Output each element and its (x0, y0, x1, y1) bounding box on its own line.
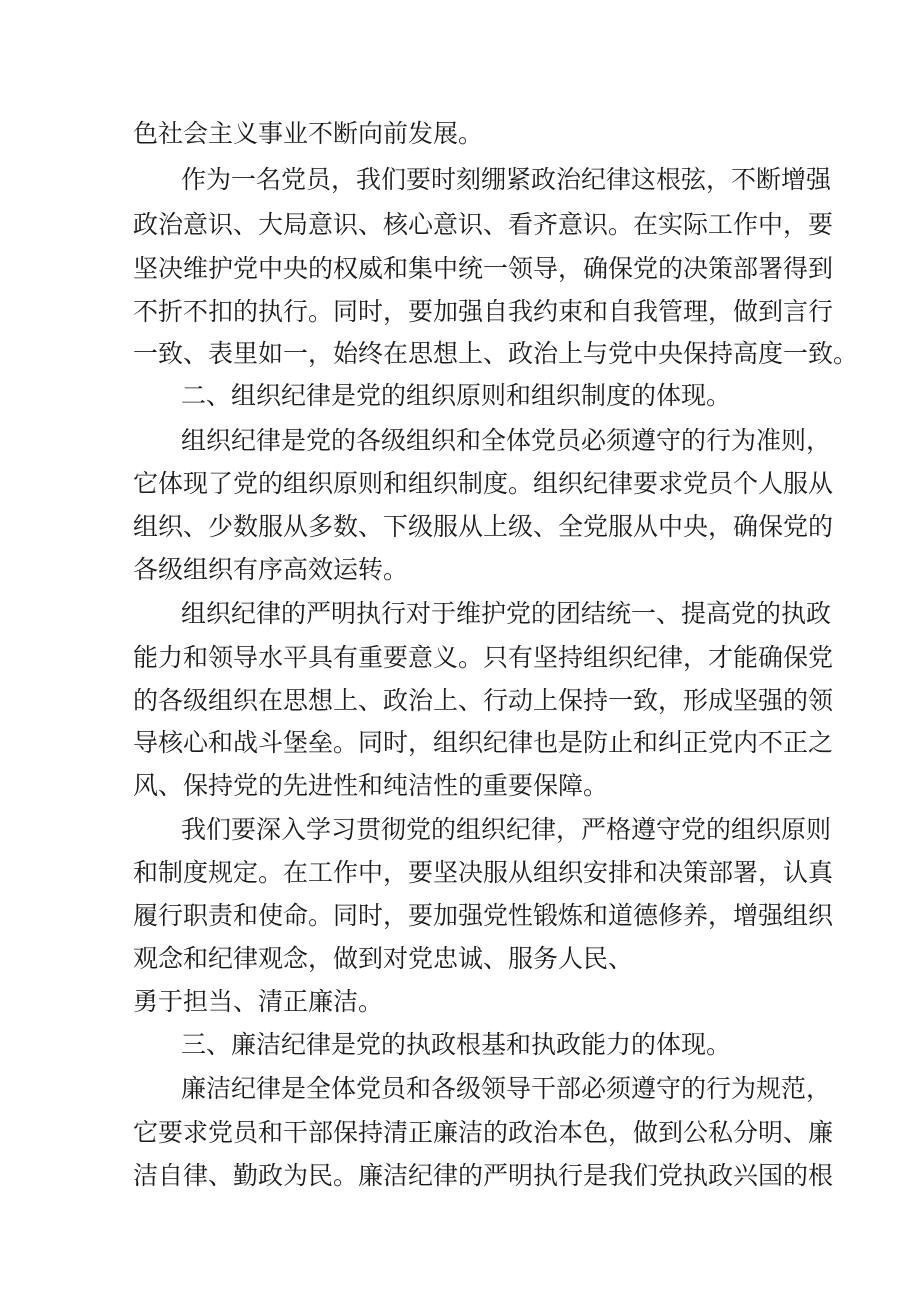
text-line: 组织纪律的严明执行对于维护党的团结统一、提高党的执政 (181, 599, 832, 628)
text-line: 洁自律、勤政为民。廉洁纪律的严明执行是我们党执政兴国的根 (133, 1161, 834, 1190)
text-line: 组织、少数服从多数、下级服从上级、全党服从中央，确保党的 (133, 512, 834, 541)
text-line: 观念和纪律观念，做到对党忠诚、服务人民、 (133, 944, 634, 973)
text-line: 风、保持党的先进性和纯洁性的重要保障。 (133, 771, 609, 800)
text-line: 勇于担当、清正廉洁。 (133, 987, 384, 1016)
text-line: 的各级组织在思想上、政治上、行动上保持一致，形成坚强的领 (133, 686, 834, 715)
text-line: 履行职责和使命。同时，要加强党性锻炼和道德修养，增强组织 (133, 901, 834, 930)
section-heading: 三、廉洁纪律是党的执政根基和执政能力的体现。 (181, 1030, 732, 1059)
text-line: 组织纪律是党的各级组织和全体党员必须遵守的行为准则， (181, 426, 832, 455)
text-line: 坚决维护党中央的权威和集中统一领导，确保党的决策部署得到 (133, 254, 834, 283)
text-line: 政治意识、大局意识、核心意识、看齐意识。在实际工作中，要 (133, 210, 834, 239)
section-heading: 二、组织纪律是党的组织原则和组织制度的体现。 (181, 381, 732, 410)
text-line: 作为一名党员，我们要时刻绷紧政治纪律这根弦，不断增强 (181, 165, 832, 194)
text-line: 廉洁纪律是全体党员和各级领导干部必须遵守的行为规范， (181, 1074, 832, 1103)
text-line: 它要求党员和干部保持清正廉洁的政治本色，做到公私分明、廉 (133, 1118, 834, 1147)
text-line: 各级组织有序高效运转。 (133, 555, 409, 584)
text-line: 不折不扣的执行。同时，要加强自我约束和自我管理，做到言行 (133, 297, 834, 326)
text-line: 我们要深入学习贯彻党的组织纪律，严格遵守党的组织原则 (181, 815, 832, 844)
text-line: 导核心和战斗堡垒。同时，组织纪律也是防止和纠正党内不正之 (133, 728, 834, 757)
text-line: 一致、表里如一，始终在思想上、政治上与党中央保持高度一致。 (133, 339, 859, 368)
text-line: 它体现了党的组织原则和组织制度。组织纪律要求党员个人服从 (133, 469, 834, 498)
text-line: 能力和领导水平具有重要意义。只有坚持组织纪律，才能确保党 (133, 643, 834, 672)
text-line: 色社会主义事业不断向前发展。 (133, 119, 484, 148)
text-line: 和制度规定。在工作中，要坚决服从组织安排和决策部署，认真 (133, 858, 834, 887)
